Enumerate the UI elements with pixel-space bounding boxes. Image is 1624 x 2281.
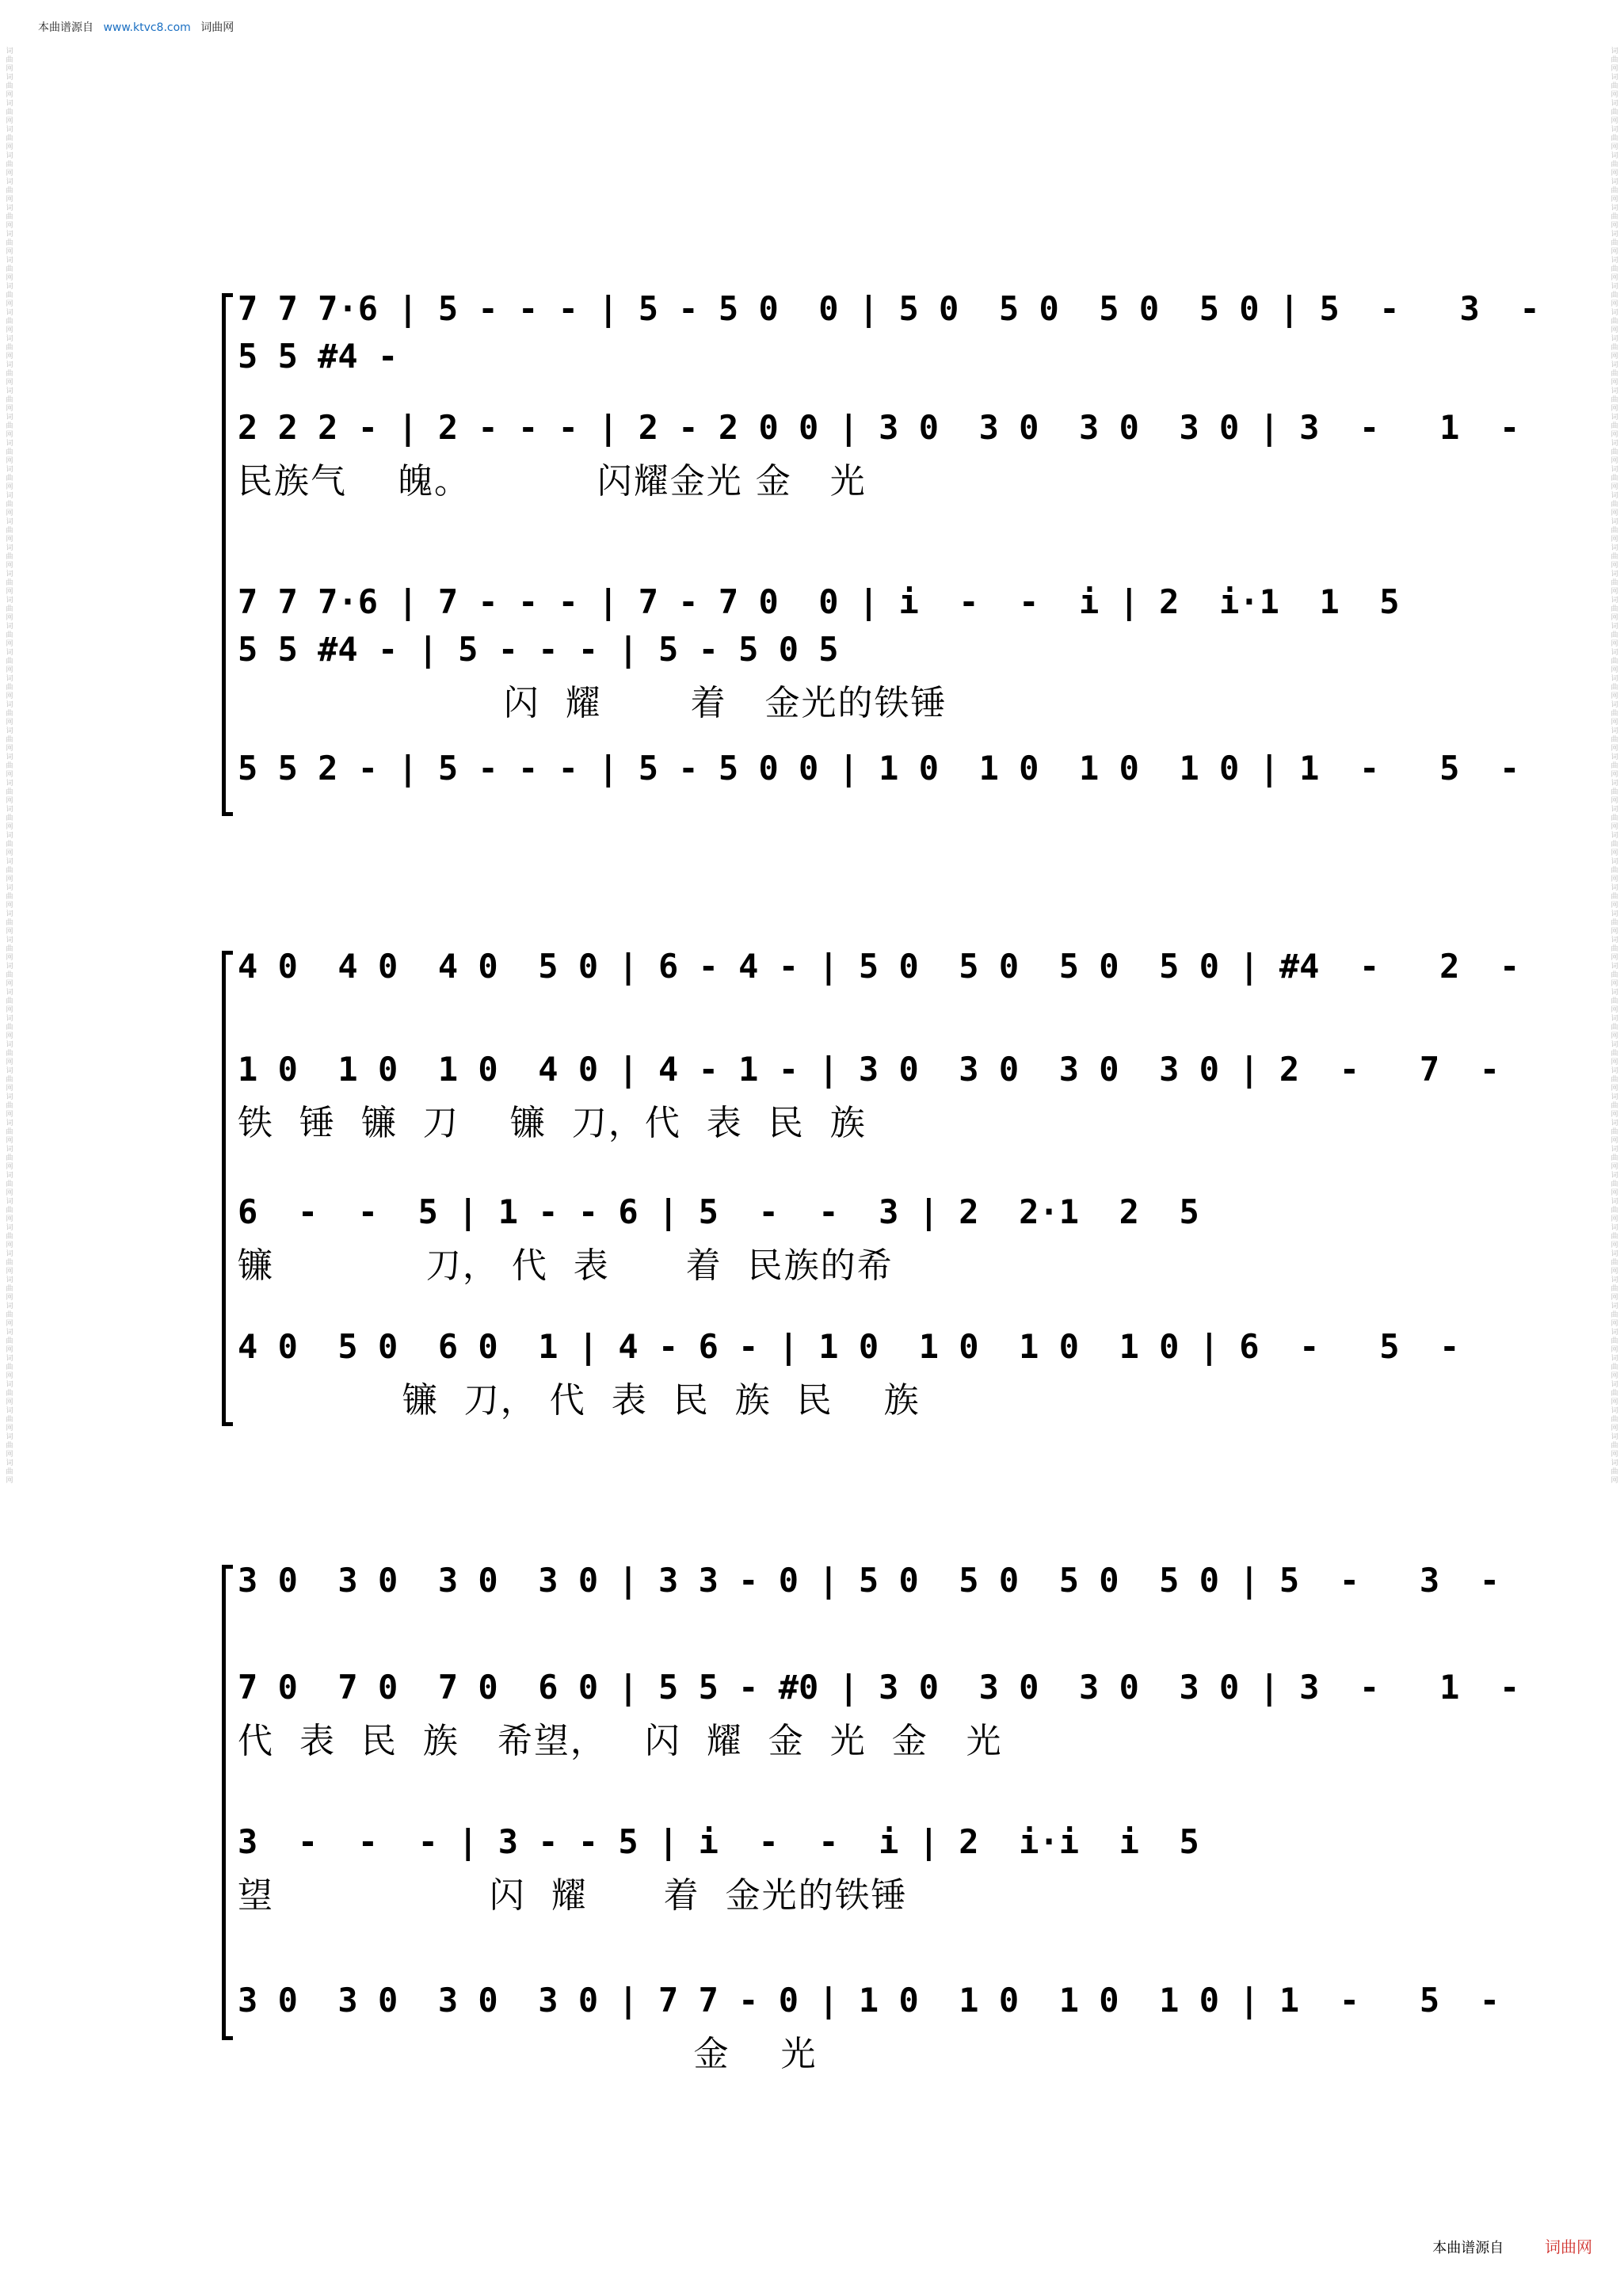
watermark-strip-right: 词曲网词曲网词曲网词曲网词曲网词曲网词曲网词曲网词曲网词曲网词曲网词曲网词曲网词曲网词曲网词曲网词曲网词曲网词曲网词曲网词曲网词曲网词曲网词曲网词曲网词曲网词曲网词曲网词曲网词曲网词曲网词曲网词曲网词曲网词曲网词曲网词曲网词曲网词曲网词曲网词曲网词曲网词曲网词曲网词曲网词曲网词曲网词曲网词曲网词曲网词曲网词曲网词曲网词曲网词曲网	[1611, 48, 1618, 1485]
system-bracket	[222, 951, 234, 1426]
notes-line: 3 0 3 0 3 0 3 0 | 3 3 - 0 | 5 0 5 0 5 0 5 0 | 5 - 3 -	[238, 1561, 1500, 1600]
lyrics-line: 民族气 魄。 闪耀金光 金 光	[238, 461, 867, 502]
header-site-url[interactable]: www.ktvc8.com	[103, 21, 191, 34]
lyrics-line: 金 光	[238, 2034, 818, 2074]
notes-line: 3 - - - | 3 - - 5 | i - - i | 2 i·i i 5	[238, 1822, 1199, 1861]
staff-alto	[238, 1046, 1500, 1157]
footer-brand-link[interactable]: 词曲网	[1545, 2237, 1592, 2256]
system-bracket	[222, 1565, 234, 2040]
score-system-2	[238, 943, 1520, 1434]
score-system-1	[238, 269, 1540, 840]
score-system-3	[238, 1557, 1520, 2080]
notes-line: 5 5 #4 - | 5 - - - | 5 - 5 0 5	[238, 630, 839, 669]
lyrics-line: 镰 刀， 代 表 民 族 民 族	[238, 1380, 921, 1421]
header-site-name: 词曲网	[200, 21, 234, 34]
staff-bass	[238, 1977, 1500, 2088]
lyrics-line: 望 闪 耀 着 金光的铁锤	[238, 1875, 908, 1916]
staff-soprano	[238, 1557, 1500, 1668]
staff-tenor-lower	[238, 626, 1434, 737]
staff-bass	[238, 745, 1520, 856]
notes-line: 7 0 7 0 7 0 6 0 | 5 5 - #0 | 3 0 3 0 3 0 3 0 | 3 - 1 -	[238, 1668, 1520, 1707]
page-header	[38, 19, 234, 35]
lyrics-line: 铁 锤 镰 刀 镰 刀，代 表 民 族	[238, 1103, 867, 1143]
staff-alto	[238, 1664, 1520, 1775]
staff-bass	[238, 1323, 1460, 1434]
staff-soprano	[238, 943, 1520, 1054]
notes-line: 7 7 7·6 | 7 - - - | 7 - 7 0 0 | i - - i | 2 i·1 1 5	[238, 582, 1400, 621]
lyrics-line: 镰 刀， 代 表 着 民族的希	[238, 1245, 894, 1286]
staff-tenor	[238, 1188, 1434, 1299]
notes-line: 5 5 2 - | 5 - - - | 5 - 5 0 0 | 1 0 1 0 1 0 1 0 | 1 - 5 -	[238, 749, 1520, 788]
notes-line: 6 - - 5 | 1 - - 6 | 5 - - 3 | 2 2·1 2 5	[238, 1192, 1199, 1231]
notes-line: 3 0 3 0 3 0 3 0 | 7 7 - 0 | 1 0 1 0 1 0 1 0 | 1 - 5 -	[238, 1981, 1500, 2020]
lyrics-line: 代 表 民 族 希望， 闪 耀 金 光 金 光	[238, 1721, 1003, 1761]
lyrics-line: 闪 耀 着 金光的铁锤	[238, 683, 947, 723]
notes-line: 2 2 2 - | 2 - - - | 2 - 2 0 0 | 3 0 3 0 3 0 3 0 | 3 - 1 -	[238, 408, 1520, 447]
footer-source-label: 本曲谱源自	[1432, 2240, 1504, 2256]
page-footer	[1432, 2234, 1592, 2257]
watermark-strip-left: 词曲网词曲网词曲网词曲网词曲网词曲网词曲网词曲网词曲网词曲网词曲网词曲网词曲网词曲网词曲网词曲网词曲网词曲网词曲网词曲网词曲网词曲网词曲网词曲网词曲网词曲网词曲网词曲网词曲网词曲网词曲网词曲网词曲网词曲网词曲网词曲网词曲网词曲网词曲网词曲网词曲网词曲网词曲网词曲网词曲网词曲网词曲网词曲网词曲网词曲网词曲网词曲网词曲网词曲网词曲网	[6, 48, 13, 1485]
notes-line: 5 5 #4 -	[238, 337, 398, 376]
notes-line: 1 0 1 0 1 0 4 0 | 4 - 1 - | 3 0 3 0 3 0 3 0 | 2 - 7 -	[238, 1050, 1500, 1089]
staff-tenor	[238, 1818, 1434, 1929]
system-bracket	[222, 293, 234, 816]
staff-alto	[238, 404, 1520, 515]
notes-line: 7 7 7·6 | 5 - - - | 5 - 5 0 0 | 5 0 5 0 5 0 5 0 | 5 - 3 -	[238, 289, 1540, 328]
header-source-label: 本曲谱源自	[38, 21, 93, 34]
notes-line: 4 0 5 0 6 0 1 | 4 - 6 - | 1 0 1 0 1 0 1 0 | 6 - 5 -	[238, 1327, 1460, 1366]
notes-line: 4 0 4 0 4 0 5 0 | 6 - 4 - | 5 0 5 0 5 0 5 0 | #4 - 2 -	[238, 947, 1520, 986]
